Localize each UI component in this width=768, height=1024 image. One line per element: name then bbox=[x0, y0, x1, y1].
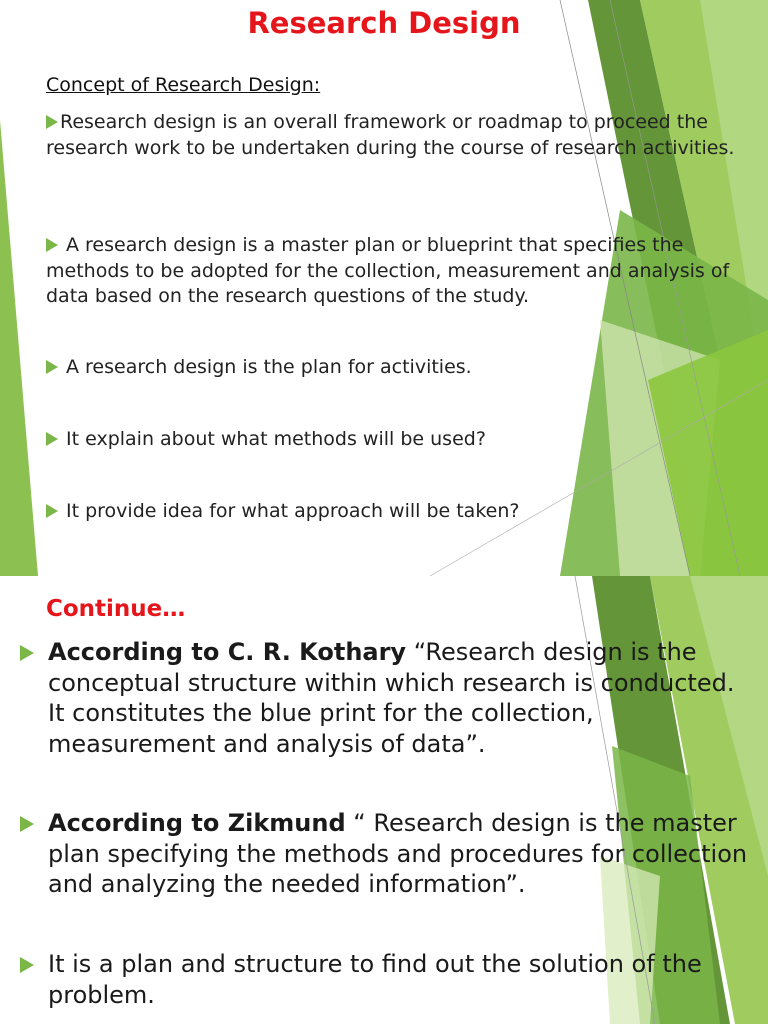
bullet-triangle-icon bbox=[20, 957, 34, 973]
bullet-kothary-lead: According to C. R. Kothary bbox=[48, 638, 407, 666]
bullet-2 bbox=[46, 233, 746, 310]
bullet-kothary bbox=[48, 637, 748, 759]
bullet-5-text: It provide idea for what approach will be taken? bbox=[66, 500, 520, 522]
subheading: Concept of Research Design: bbox=[46, 74, 321, 96]
bullet-zikmund bbox=[48, 808, 748, 900]
bullet-1 bbox=[46, 110, 746, 161]
bullet-3-text: A research design is the plan for activities. bbox=[66, 356, 472, 378]
bullet-kothary-text: “Research design is the conceptual structure within which research is conducted. It constitutes the blue print for the collection, measurement and analysis of data”. bbox=[48, 638, 735, 758]
bullet-plan-structure-text: It is a plan and structure to find out the solution of the problem. bbox=[48, 950, 702, 1009]
bullet-zikmund-lead: According to Zikmund bbox=[48, 809, 346, 837]
bullet-triangle-icon bbox=[20, 645, 34, 661]
bullet-5 bbox=[46, 499, 746, 525]
bullet-2-text: A research design is a master plan or blueprint that specifies the methods to be adopted for the collection, measurement and analysis of data based on the research questions of the study. bbox=[46, 234, 730, 307]
bullet-zikmund-text: “ Research design is the master plan specifying the methods and procedures for collection and analyzing the needed information”. bbox=[48, 809, 748, 898]
slide-title: Continue… bbox=[46, 596, 186, 622]
bullet-1-text: Research design is an overall framework or roadmap to proceed the research work to be undertaken during the course of research activities. bbox=[46, 111, 735, 159]
slide-continue bbox=[0, 576, 768, 1024]
bullet-triangle-icon bbox=[46, 432, 58, 446]
bullet-triangle-icon bbox=[20, 816, 34, 832]
bullet-4 bbox=[46, 427, 746, 453]
slide-title: Research Design bbox=[247, 6, 521, 40]
bullet-plan-structure bbox=[48, 949, 748, 1010]
bullet-triangle-icon bbox=[46, 115, 58, 129]
bullet-3 bbox=[46, 355, 746, 381]
bullet-4-text: It explain about what methods will be used? bbox=[66, 428, 486, 450]
bullet-triangle-icon bbox=[46, 238, 58, 252]
bullet-triangle-icon bbox=[46, 504, 58, 518]
bullet-triangle-icon bbox=[46, 360, 58, 374]
